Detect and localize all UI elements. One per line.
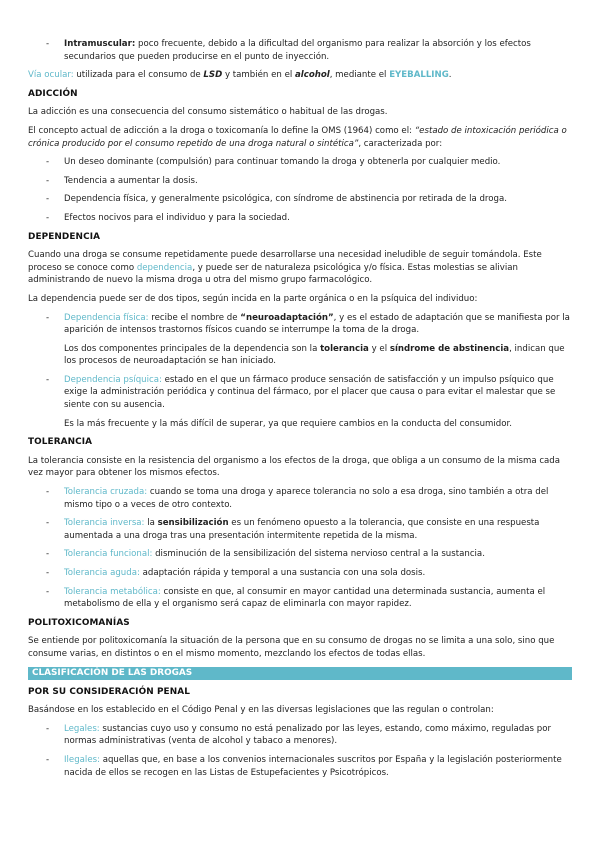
section-title-dependencia: DEPENDENCIA: [28, 231, 101, 242]
list-item: - Tolerancia aguda: adaptación rápida y temporal a una sustancia con una sola dosis.: [28, 567, 572, 580]
list-item: - Tolerancia inversa: la sensibilización es un fenómeno opuesto a la tolerancia, que consiste en una respuesta aumentada a una droga tras una presentación intermitente repetida de la misma.: [28, 517, 572, 542]
list-item: - Dependencia física: recibe el nombre de “neuroadaptación”, y es el estado de adaptación que se manifiesta por la aparición de intensos trastornos físicos cuando se interrumpe la toma de la droga.: [28, 312, 572, 337]
paragraph: La dependencia puede ser de dos tipos, según incida en la parte orgánica o en la psíquica del individuo:: [28, 293, 478, 304]
paragraph: El concepto actual de adicción a la droga o toxicomanía lo define la OMS (1964) como el: “estado de intoxicación periódica o crónica producido por el consumo repetido de una droga natural o sintética”, caracterizada por:: [28, 125, 567, 149]
tolerancia-list: [28, 486, 572, 611]
list-item: - Tolerancia funcional: disminución de la sensibilización del sistema nervioso central a la sustancia.: [28, 548, 572, 561]
dependencia-list-2: [28, 374, 572, 412]
list-item: - Dependencia psíquica: estado en el que un fármaco produce sensación de satisfacción y un impulso psíquico que exige la administración periódica y continua del fármaco, por el placer que causa o para evitar el malestar que se siente con su ausencia.: [28, 374, 572, 412]
list-item: - Tolerancia cruzada: cuando se toma una droga y aparece tolerancia no solo a esa droga, sino también a otra del mismo tipo o a veces de otro contexto.: [28, 486, 572, 511]
paragraph: Cuando una droga se consume repetidamente puede desarrollarse una necesidad ineludible de seguir tomándola. Este proceso se conoce como dependencia, y puede ser de naturaleza psicológica y/o física. Estas molestias se alivian administrando de nuevo la misma droga u otra del mismo grupo farmacológico.: [28, 250, 542, 286]
adiccion-list: [28, 156, 572, 224]
paragraph: Basándose en los establecido en el Código Penal y en las diversas legislaciones que las regulan o controlan:: [28, 705, 494, 716]
list-item: - Legales: sustancias cuyo uso y consumo no está penalizado por las leyes, estando, como máximo, reguladas por normas administrativas (venta de alcohol y tabaco a menores).: [28, 723, 572, 748]
list-item: - Un deseo dominante (compulsión) para continuar tomando la droga y obtenerla por cualquier medio.: [28, 156, 572, 169]
continuation-paragraph: Es la más frecuente y la más difícil de superar, ya que requiere cambios en la conducta del consumidor.: [64, 418, 512, 429]
section-title-adiccion: ADICCIÓN: [28, 88, 78, 99]
via-ocular-label: Vía ocular:: [28, 70, 74, 81]
term-intramuscular: Intramuscular:: [64, 39, 136, 49]
eyeballing-term: EYEBALLING: [389, 70, 449, 81]
via-ocular-paragraph: Vía ocular: utilizada para el consumo de LSD y también en el alcohol, mediante el EYEBALLING.: [28, 70, 452, 81]
oms-quote: “estado de intoxicación periódica o crónica producido por el consumo repetido de una droga natural o sintética”: [28, 125, 567, 149]
paragraph: La adicción es una consecuencia del consumo sistemático o habitual de las drogas.: [28, 107, 388, 118]
list-item: - Efectos nocivos para el individuo y para la sociedad.: [28, 212, 572, 225]
list-item: - Intramuscular: poco frecuente, debido a la dificultad del organismo para realizar la absorción y los efectos secundarios que pueden producirse en el punto de inyección.: [28, 38, 572, 63]
paragraph: Se entiende por politoxicomanía la situación de la persona que en su consumo de drogas no se limita a una solo, sino que consume varias, en distintos o en el mismo momento, mezclando los efectos de todas ellas.: [28, 636, 555, 659]
penal-list: [28, 723, 572, 779]
list-item: - Tolerancia metabólica: consiste en que, al consumir en mayor cantidad una determinada sustancia, aumenta el metabolismo de ella y el organismo será capaz de eliminarla con mayor rapidez.: [28, 586, 572, 611]
dependencia-list: [28, 312, 572, 337]
section-title-politox: POLITOXICOMANÍAS: [28, 617, 130, 628]
dependencia-term: dependencia: [136, 262, 193, 273]
list-item: - Tendencia a aumentar la dosis.: [28, 175, 572, 188]
section-banner: CLASIFICACIÓN DE LAS DROGAS: [28, 667, 572, 680]
section-title-penal: POR SU CONSIDERACIÓN PENAL: [28, 686, 190, 697]
section-title-tolerancia: TOLERANCIA: [28, 437, 93, 448]
list-item: - Ilegales: aquellas que, en base a los convenios internacionales suscritos por España y la legislación posteriormente nacida de ellos se recogen en las Listas de Estupefacientes y Psicotrópicos.: [28, 754, 572, 779]
paragraph: La tolerancia consiste en la resistencia del organismo a los efectos de la droga, que obliga a un consumo de la misma cada vez mayor para obtener los mismos efectos.: [28, 455, 561, 479]
administration-list: [28, 38, 572, 63]
list-item: - Dependencia física, y generalmente psicológica, con síndrome de abstinencia por retirada de la droga.: [28, 193, 572, 206]
continuation-paragraph: Los dos componentes principales de la dependencia son la tolerancia y el síndrome de abstinencia, indican que los procesos de neuroadaptación se han iniciado.: [64, 343, 565, 367]
